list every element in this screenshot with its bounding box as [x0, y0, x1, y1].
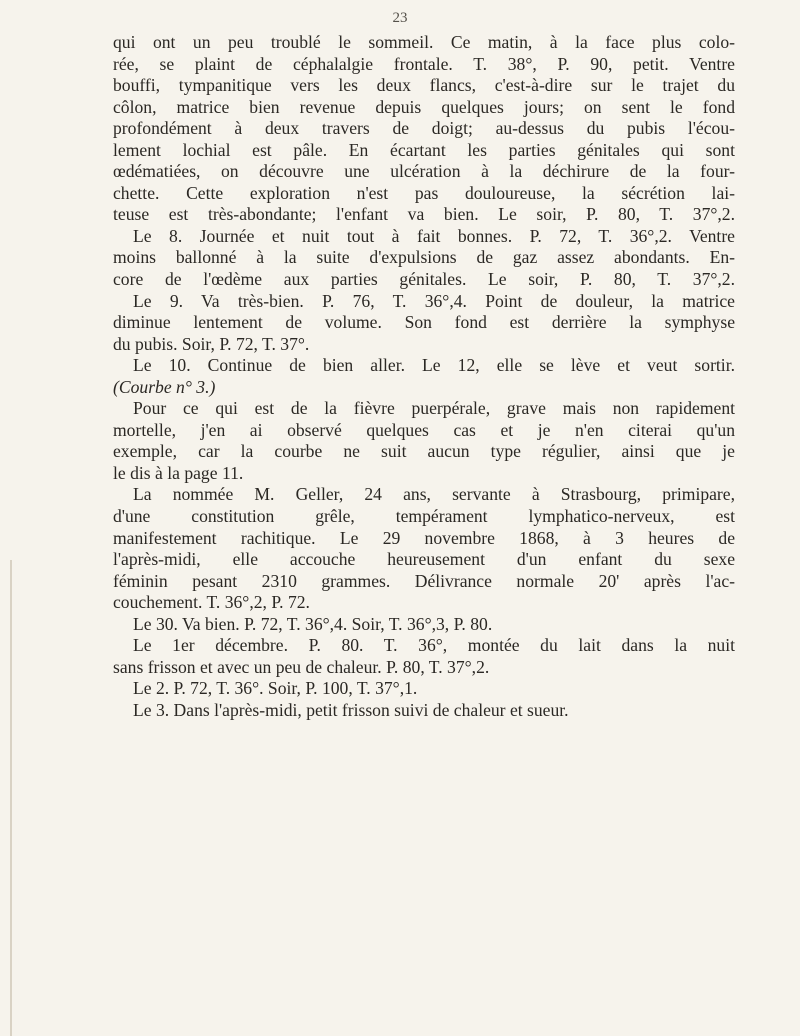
text-line: féminin pesant 2310 grammes. Délivrance normale 20' après l'ac-	[113, 570, 735, 591]
page-edge-shadow	[10, 560, 12, 1036]
text-line: diminue lentement de volume. Son fond est derrière la symphyse	[113, 312, 735, 333]
text-line: manifestement rachitique. Le 29 novembre 1868, à 3 heures de	[113, 527, 735, 548]
text-line: chette. Cette exploration n'est pas douloureuse, la sécrétion lai-	[113, 182, 735, 203]
text-line: couchement. T. 36°,2, P. 72.	[113, 592, 310, 613]
text-line: mortelle, j'en ai observé quelques cas et je n'en citerai qu'un	[113, 419, 735, 440]
text-line: moins ballonné à la suite d'expulsions de gaz assez abondants. En-	[113, 247, 735, 268]
text-line: d'une constitution grêle, tempérament lymphatico-nerveux, est	[113, 506, 735, 527]
text-line: œdématiées, on découvre une ulcération à la déchirure de la four-	[113, 161, 735, 182]
text-line: Le 2. P. 72, T. 36°. Soir, P. 100, T. 37°,1.	[133, 678, 418, 699]
text-line: l'après-midi, elle accouche heureusement d'un enfant du sexe	[113, 549, 735, 570]
text-line: (Courbe n° 3.)	[113, 376, 216, 397]
text-line: Le 10. Continue de bien aller. Le 12, elle se lève et veut sortir.	[133, 355, 735, 376]
text-line: core de l'œdème aux parties génitales. Le soir, P. 80, T. 37°,2.	[113, 269, 735, 290]
text-line: Le 8. Journée et nuit tout à fait bonnes. P. 72, T. 36°,2. Ventre	[133, 225, 735, 246]
text-line: sans frisson et avec un peu de chaleur. P. 80, T. 37°,2.	[113, 656, 490, 677]
text-line: Le 9. Va très-bien. P. 76, T. 36°,4. Point de douleur, la matrice	[133, 290, 735, 311]
text-line: Le 1er décembre. P. 80. T. 36°, montée du lait dans la nuit	[133, 635, 735, 656]
text-line: rée, se plaint de céphalalgie frontale. T. 38°, P. 90, petit. Ventre	[113, 53, 735, 74]
text-line: le dis à la page 11.	[113, 462, 244, 483]
text-line: profondément à deux travers de doigt; au-dessus du pubis l'écou-	[113, 118, 735, 139]
text-line: qui ont un peu troublé le sommeil. Ce matin, à la face plus colo-	[113, 32, 735, 52]
text-line: teuse est très-abondante; l'enfant va bien. Le soir, P. 80, T. 37°,2.	[113, 204, 735, 225]
text-line: Le 3. Dans l'après-midi, petit frisson suivi de chaleur et sueur.	[133, 699, 569, 720]
text-line: côlon, matrice bien revenue depuis quelques jours; on sent le fond	[113, 96, 735, 117]
text-line: du pubis. Soir, P. 72, T. 37°.	[113, 333, 310, 354]
text-line: exemple, car la courbe ne suit aucun type régulier, ainsi que je	[113, 441, 735, 462]
text-line: La nommée M. Geller, 24 ans, servante à Strasbourg, primipare,	[133, 484, 735, 505]
text-line: lement lochial est pâle. En écartant les parties génitales qui sont	[113, 139, 735, 160]
text-line: Pour ce qui est de la fièvre puerpérale, grave mais non rapidement	[133, 398, 735, 419]
text-line: Le 30. Va bien. P. 72, T. 36°,4. Soir, T. 36°,3, P. 80.	[133, 613, 493, 634]
text-line: bouffi, tympanitique vers les deux flancs, c'est-à-dire sur le trajet du	[113, 75, 735, 96]
page-number: 23	[392, 10, 408, 26]
body-text	[113, 32, 735, 722]
